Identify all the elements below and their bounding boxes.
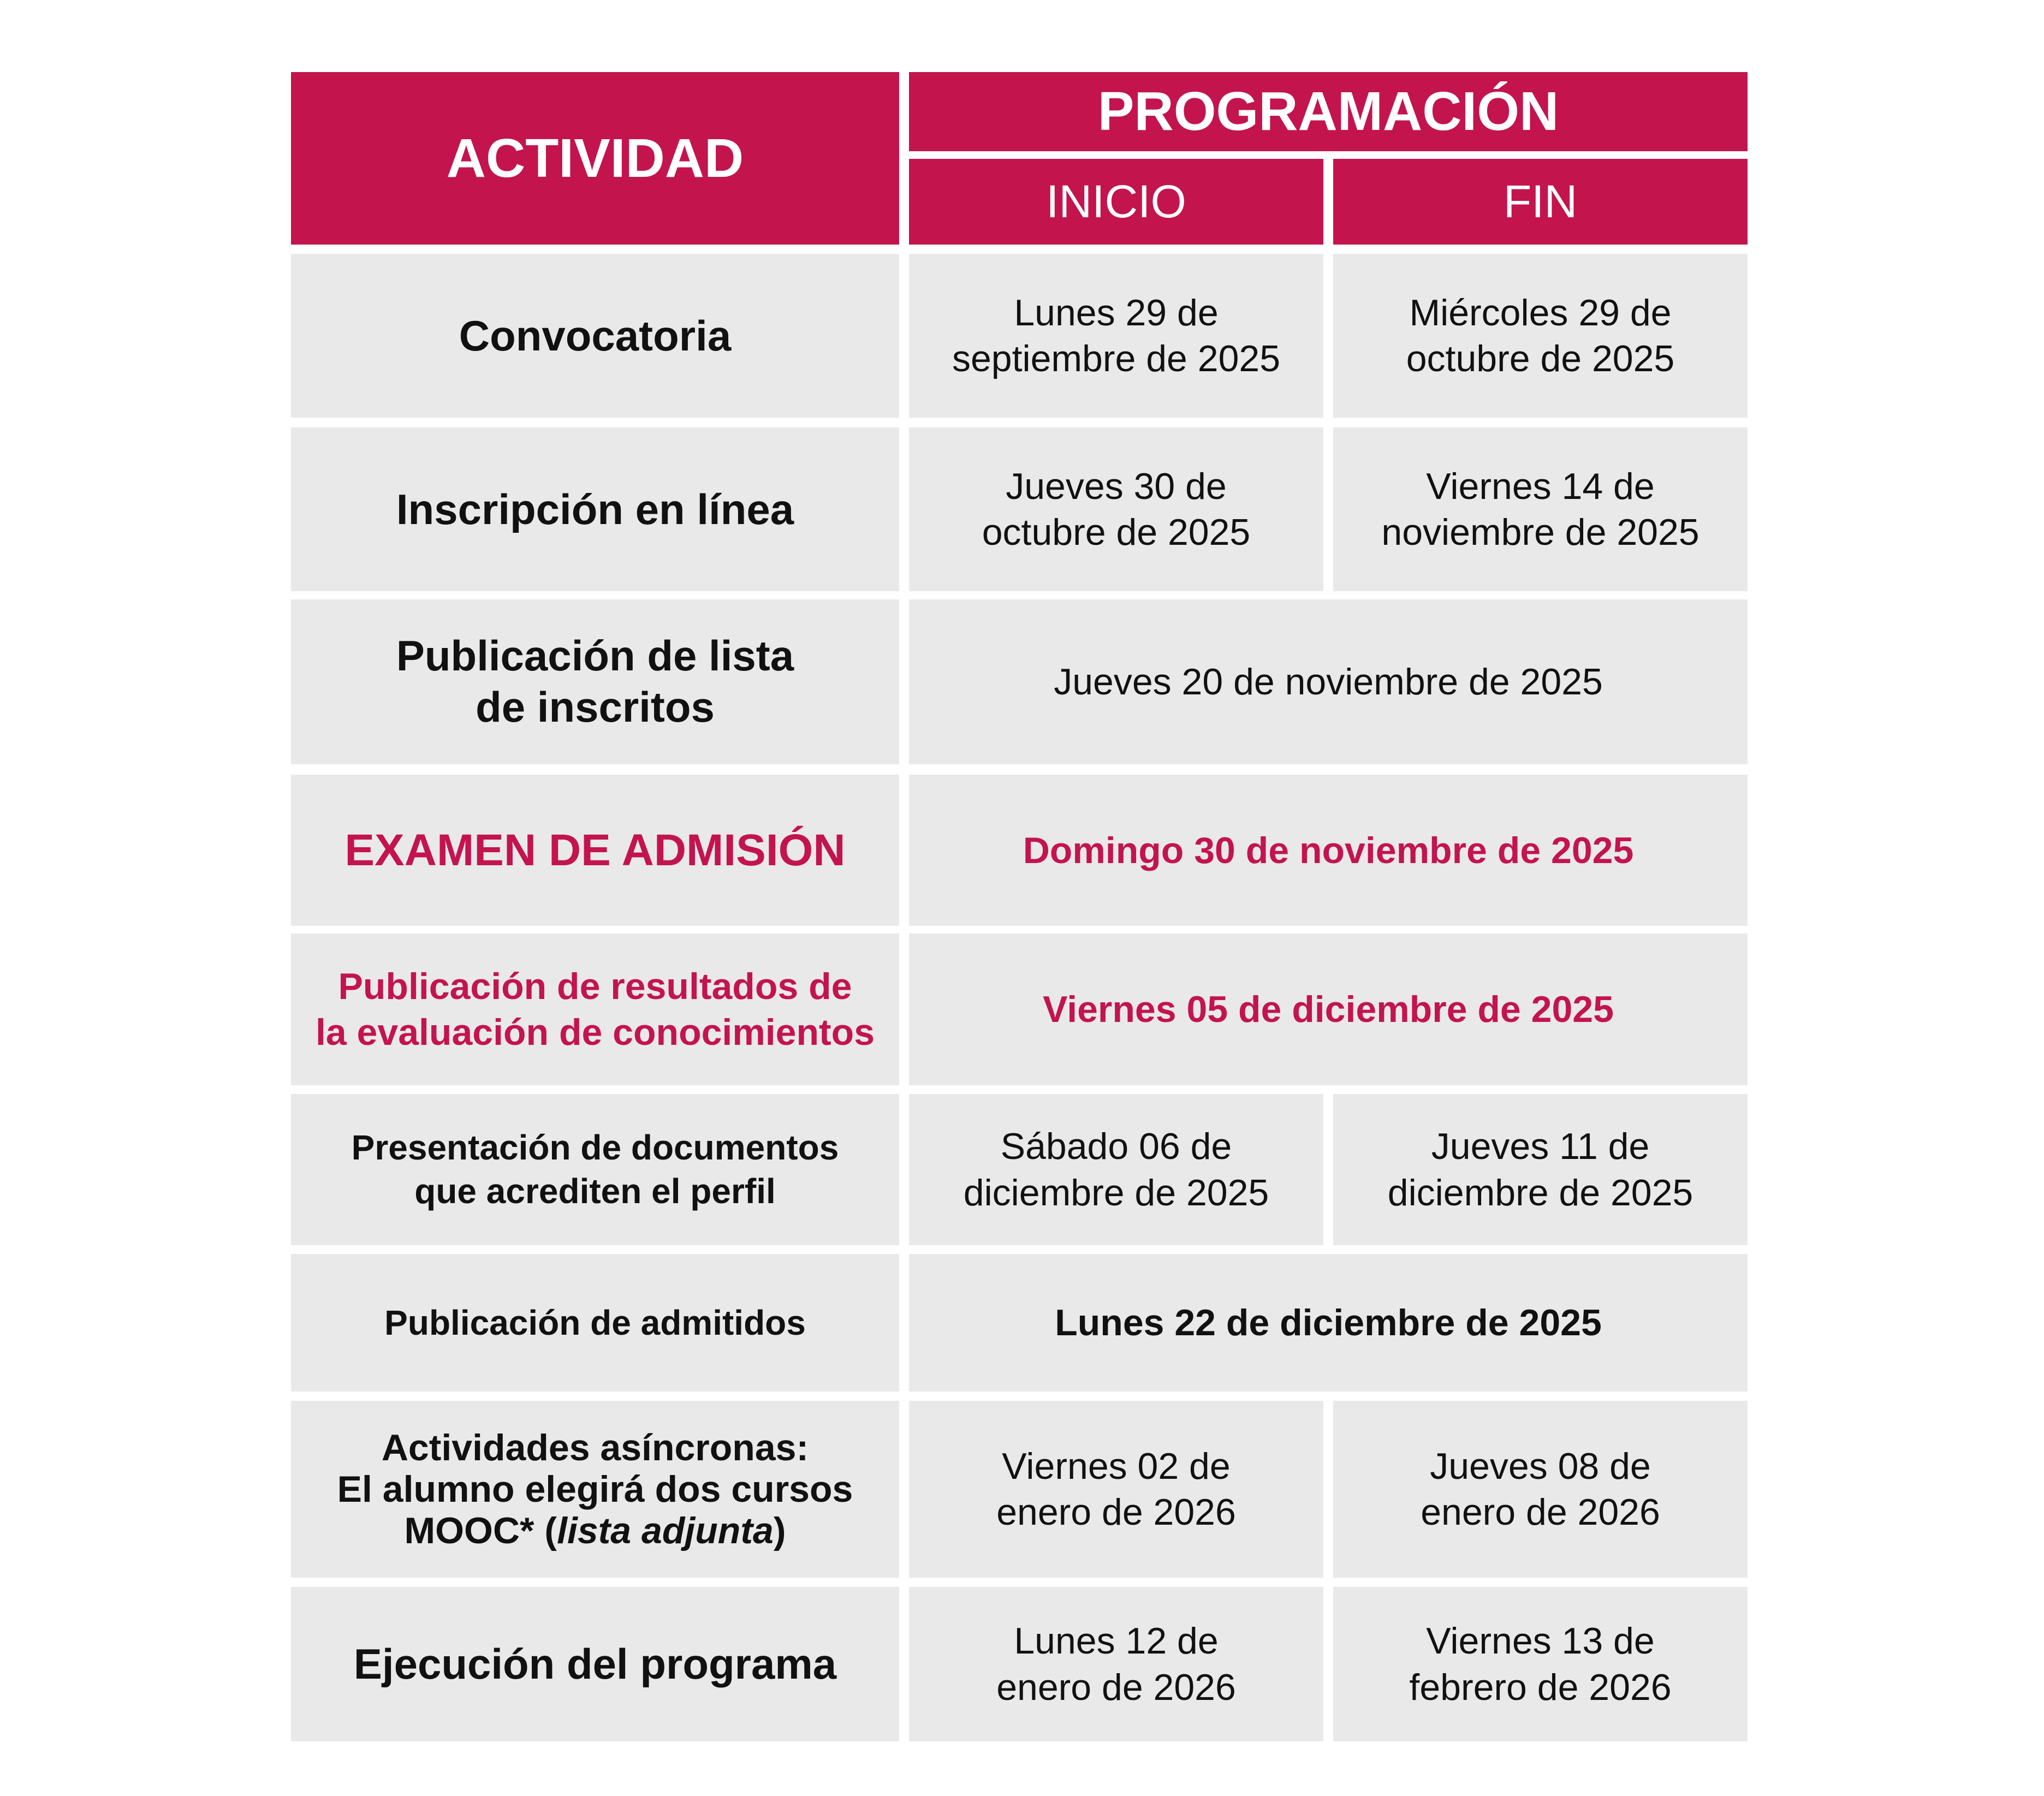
row-documentos-end: Jueves 11 de diciembre de 2025 (1333, 1094, 1748, 1245)
row-admitidos-activity: Publicación de admitidos (291, 1254, 899, 1391)
row-documentos-start: Sábado 06 de diciembre de 2025 (909, 1094, 1323, 1245)
row-convocatoria-start: Lunes 29 de septiembre de 2025 (909, 254, 1323, 418)
header-activity: ACTIVIDAD (291, 72, 899, 245)
row-lista-inscritos-date: Jueves 20 de noviembre de 2025 (909, 599, 1748, 764)
row-convocatoria-end: Miércoles 29 de octubre de 2025 (1333, 254, 1748, 418)
lista-adjunta-text: lista adjunta (557, 1510, 774, 1552)
header-start: INICIO (909, 159, 1323, 245)
row-lista-inscritos-activity: Publicación de lista de inscritos (291, 599, 899, 764)
header-end: FIN (1333, 159, 1748, 245)
row-examen-activity: EXAMEN DE ADMISIÓN (291, 775, 899, 926)
row-inscripcion-activity: Inscripción en línea (291, 427, 899, 591)
row-admitidos-date: Lunes 22 de diciembre de 2025 (909, 1254, 1748, 1391)
row-resultados-activity: Publicación de resultados de la evaluación de conocimientos (291, 933, 899, 1085)
row-resultados-date: Viernes 05 de diciembre de 2025 (909, 933, 1748, 1085)
row-convocatoria-activity: Convocatoria (291, 254, 899, 418)
row-ejecucion-start: Lunes 12 de enero de 2026 (909, 1587, 1323, 1741)
asincronas-line2: El alumno elegirá dos cursos (337, 1468, 853, 1510)
row-asincronas-end: Jueves 08 de enero de 2026 (1333, 1401, 1748, 1578)
asincronas-line1: Actividades asíncronas: (381, 1426, 809, 1468)
header-schedule: PROGRAMACIÓN (909, 72, 1748, 151)
row-asincronas-activity (291, 1401, 899, 1578)
row-documentos-activity: Presentación de documentos que acrediten el perfil (291, 1094, 899, 1245)
row-inscripcion-end: Viernes 14 de noviembre de 2025 (1333, 427, 1748, 591)
row-ejecucion-end: Viernes 13 de febrero de 2026 (1333, 1587, 1748, 1741)
row-ejecucion-activity: Ejecución del programa (291, 1587, 899, 1741)
row-examen-date: Domingo 30 de noviembre de 2025 (909, 775, 1748, 926)
row-inscripcion-start: Jueves 30 de octubre de 2025 (909, 427, 1323, 591)
admission-schedule-table (291, 72, 1748, 1743)
row-asincronas-start: Viernes 02 de enero de 2026 (909, 1401, 1323, 1578)
asincronas-line3: MOOC* (lista adjunta) (404, 1510, 786, 1552)
